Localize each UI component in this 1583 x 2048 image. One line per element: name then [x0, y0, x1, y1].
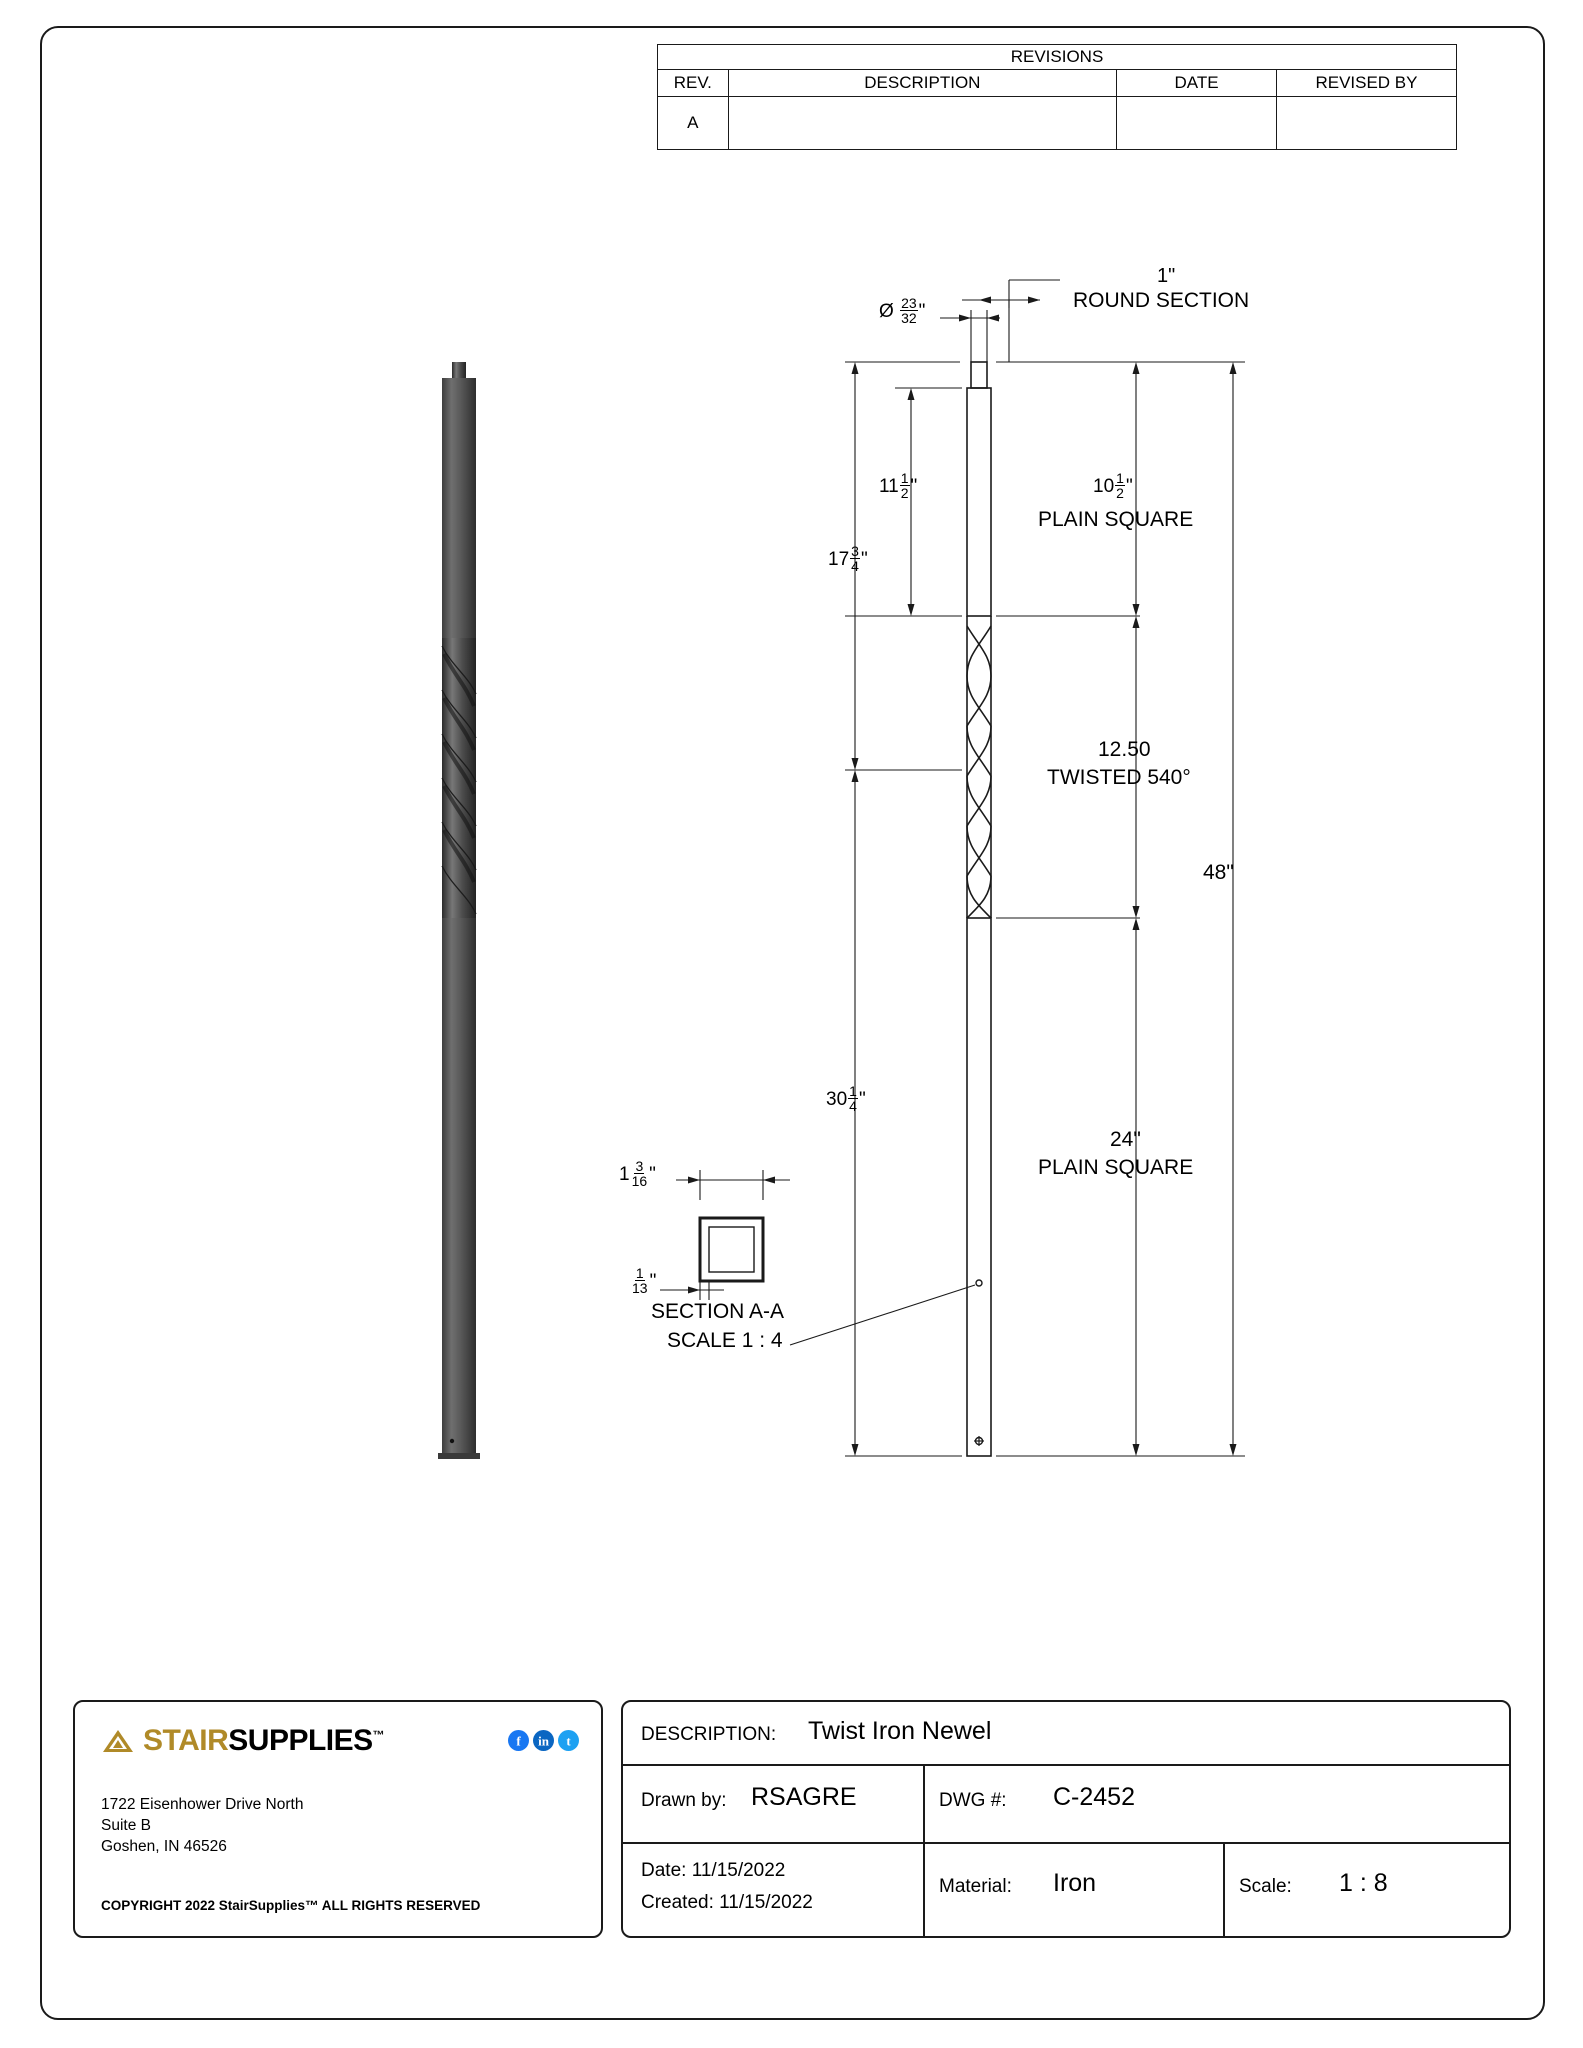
scale-value: 1 : 8 — [1339, 1869, 1388, 1897]
scale-label: Scale: — [1239, 1876, 1292, 1897]
logo-mark-icon — [101, 1728, 135, 1754]
linkedin-icon[interactable]: in — [533, 1730, 554, 1751]
description-label: DESCRIPTION: — [641, 1724, 777, 1745]
drawn-by-value: RSAGRE — [751, 1783, 857, 1811]
logo-text-stair: STAIR — [143, 1724, 229, 1757]
created-label: Created: 11/15/2022 — [641, 1892, 813, 1913]
drawing-info-block — [621, 1700, 1511, 1938]
diameter-top-label: Ø $\frac{23}{32}$ " — [879, 295, 926, 327]
plain-square-top-label: PLAIN SQUARE — [1038, 508, 1194, 531]
overall-upper-dimension-label: 17 $\frac{3}{4}$ " — [828, 543, 868, 575]
logo-text-supplies: SUPPLIES — [228, 1724, 373, 1757]
divider-4 — [923, 1842, 925, 1938]
copyright-notice: COPYRIGHT 2022 StairSupplies™ ALL RIGHTS RESERVED — [101, 1898, 481, 1913]
stairsupplies-logo — [101, 1724, 384, 1758]
facebook-icon[interactable]: f — [508, 1730, 529, 1751]
social-icons — [508, 1730, 579, 1751]
dwg-value: C-2452 — [1053, 1783, 1135, 1811]
address-line-2: Suite B — [101, 1817, 151, 1834]
plain-square-top-dimension: 10 $\frac{1}{2}$ " — [1093, 470, 1133, 502]
dwg-label: DWG #: — [939, 1790, 1007, 1811]
revision-revised-by — [1276, 97, 1456, 150]
twitter-icon[interactable]: t — [558, 1730, 579, 1751]
material-value: Iron — [1053, 1869, 1097, 1897]
section-scale-label: SCALE 1 : 4 — [667, 1329, 783, 1352]
logo-text — [143, 1724, 384, 1758]
revision-date — [1117, 97, 1277, 150]
description-value: Twist Iron Newel — [808, 1717, 992, 1745]
twisted-length-label: 12.50 — [1098, 738, 1151, 761]
revision-description — [728, 97, 1116, 150]
section-name-label: SECTION A-A — [651, 1300, 785, 1323]
company-address — [101, 1794, 303, 1857]
logo-trademark: ™ — [372, 1728, 385, 1742]
divider-5 — [1223, 1842, 1225, 1938]
revisions-table — [657, 44, 1457, 150]
round-section-label: ROUND SECTION — [1073, 289, 1250, 312]
plain-square-bottom-dimension: 24" — [1110, 1128, 1141, 1151]
revision-rev: A — [658, 97, 729, 150]
section-wall-label: $\frac{1}{13}$ " — [632, 1265, 657, 1297]
round-section-length-label: 1" — [1157, 265, 1176, 287]
divider-1 — [623, 1764, 1509, 1766]
title-block — [73, 1700, 1511, 1938]
divider-2 — [623, 1842, 1509, 1844]
material-label: Material: — [939, 1876, 1012, 1897]
revisions-title-row — [658, 45, 1457, 70]
upper-dimension-label: 11 $\frac{1}{2}$ " — [879, 470, 918, 502]
address-line-3: Goshen, IN 46526 — [101, 1838, 227, 1855]
overall-height-label: 48" — [1203, 861, 1234, 884]
date-label: Date: 11/15/2022 — [641, 1860, 786, 1881]
drawn-by-label: Drawn by: — [641, 1790, 727, 1811]
revisions-col-revised-by: REVISED BY — [1276, 70, 1456, 97]
company-block — [73, 1700, 603, 1938]
twisted-angle-label: TWISTED 540° — [1047, 766, 1191, 789]
divider-3 — [923, 1764, 925, 1842]
revisions-header-row — [658, 70, 1457, 97]
address-line-1: 1722 Eisenhower Drive North — [101, 1796, 304, 1813]
plain-square-bottom-label: PLAIN SQUARE — [1038, 1156, 1194, 1179]
table-row — [658, 97, 1457, 150]
revisions-col-rev: REV. — [658, 70, 729, 97]
revisions-col-date: DATE — [1117, 70, 1277, 97]
revisions-col-description: DESCRIPTION — [728, 70, 1116, 97]
lower-dimension-label: 30 $\frac{1}{4}$ " — [826, 1083, 866, 1115]
revisions-title: REVISIONS — [658, 45, 1457, 70]
section-width-label: 1 $\frac{3}{16}$ " — [619, 1158, 656, 1190]
